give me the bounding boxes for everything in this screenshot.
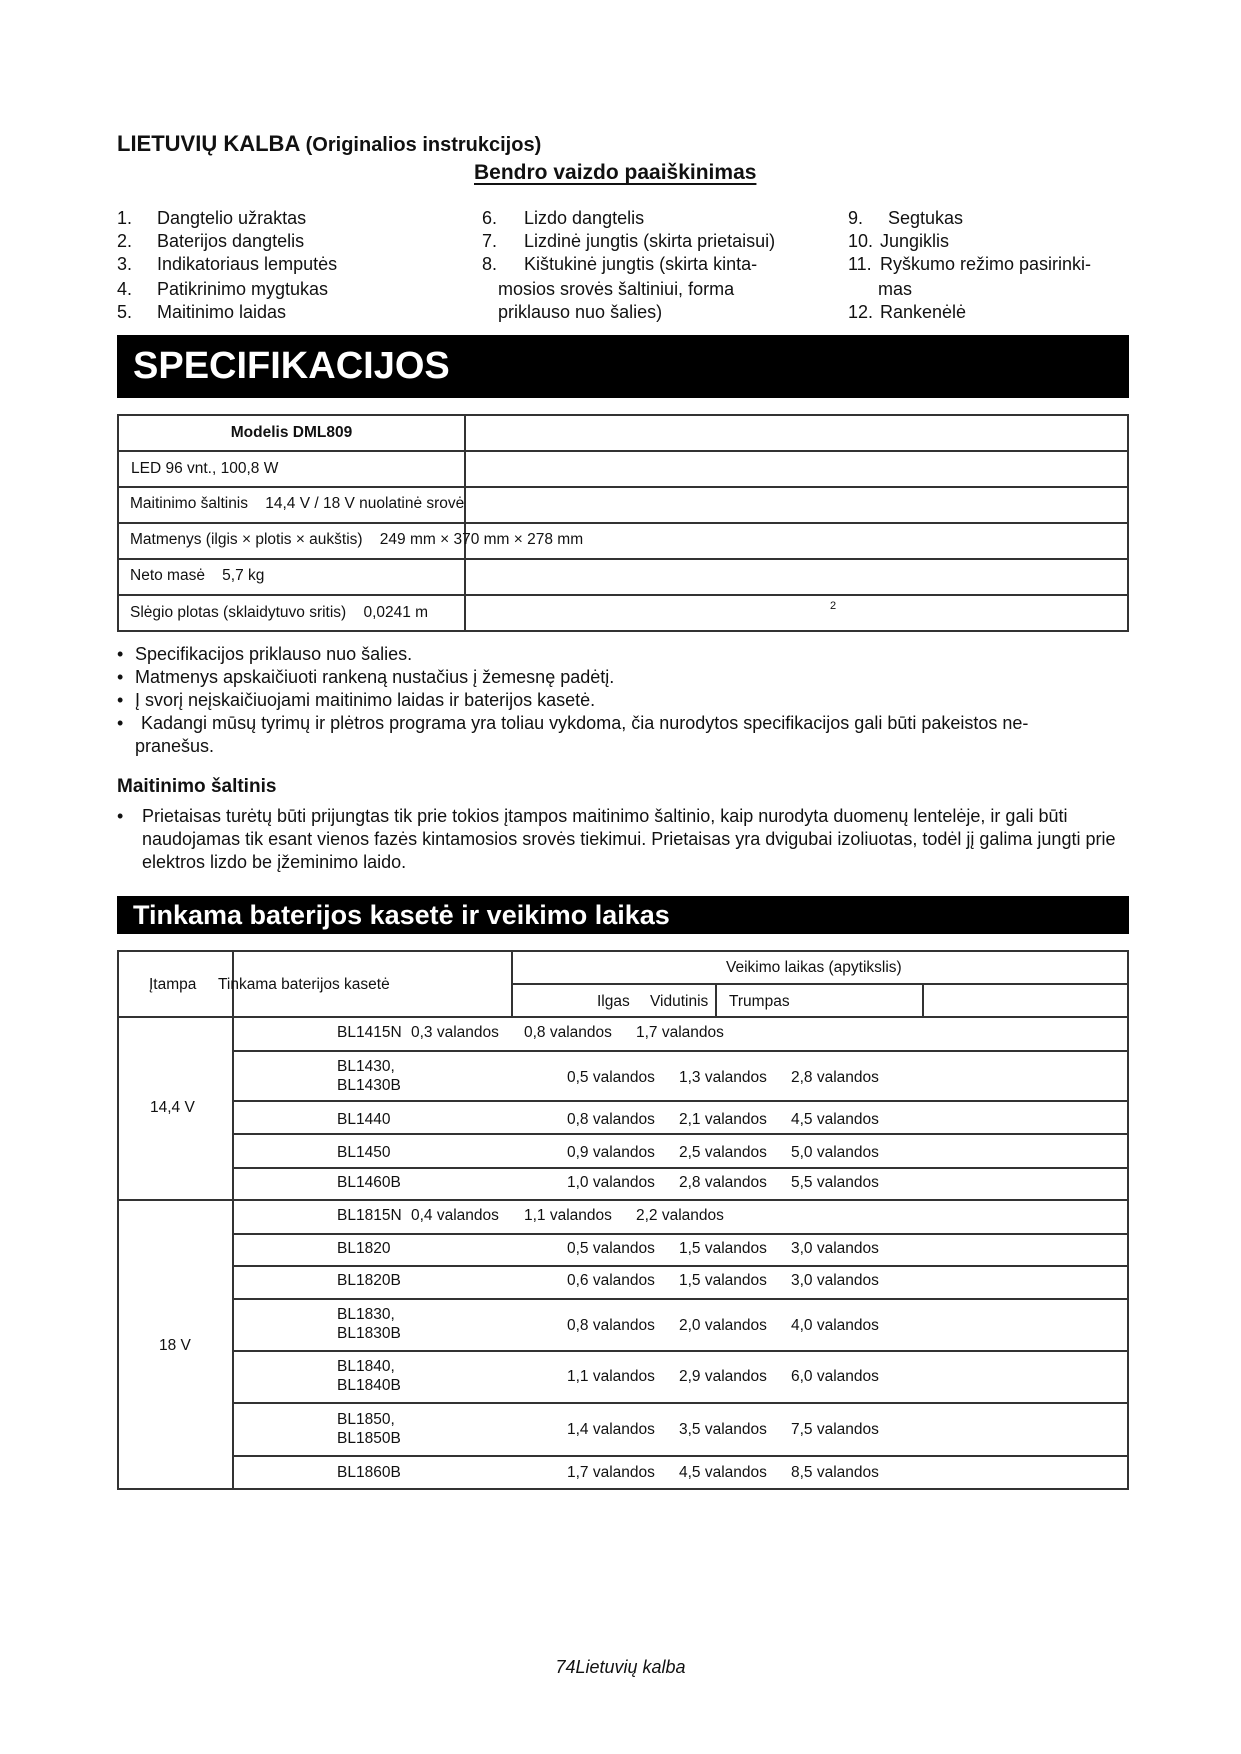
runtime-medium: 2,0 valandos xyxy=(679,1317,767,1334)
runtime-long: 0,8 valandos xyxy=(567,1317,655,1334)
language-title-text: LIETUVIŲ KALBA xyxy=(117,131,300,156)
item-number: 12. xyxy=(848,302,874,322)
battery-banner-text: Tinkama baterijos kasetė ir veikimo laikas xyxy=(133,899,670,930)
note-text: Į svorį neįskaičiuojami maitinimo laidas ir baterijos kasetė. xyxy=(135,690,596,710)
item-label: Baterijos dangtelis xyxy=(157,231,305,251)
overview-item xyxy=(482,253,775,278)
battery-model: BL1860B xyxy=(337,1464,401,1481)
battery-model: BL1450 xyxy=(337,1144,391,1161)
overview-item xyxy=(848,207,1091,230)
runtime-medium: 0,8 valandos xyxy=(524,1024,612,1041)
item-number: 1. xyxy=(117,208,133,228)
language-subtitle: (Originalios instrukcijos) xyxy=(305,134,542,156)
runtime-long: 0,4 valandos xyxy=(411,1207,499,1224)
runtime-medium: 1,5 valandos xyxy=(679,1272,767,1289)
header-short: Trumpas xyxy=(729,993,790,1010)
power-source-paragraph xyxy=(117,805,1129,874)
runtime-long: 1,4 valandos xyxy=(567,1421,655,1438)
item-continuation: priklauso nuo šalies) xyxy=(498,302,663,322)
item-number: 10. xyxy=(848,231,874,251)
item-number: 4. xyxy=(117,279,133,299)
runtime-short: 2,8 valandos xyxy=(791,1069,879,1086)
runtime-medium: 2,5 valandos xyxy=(679,1144,767,1161)
note-text: Specifikacijos priklauso nuo šalies. xyxy=(135,644,413,664)
runtime-long: 0,5 valandos xyxy=(567,1240,655,1257)
overview-item xyxy=(848,253,1091,278)
battery-model: BL1440 xyxy=(337,1111,391,1128)
item-label: Dangtelio užraktas xyxy=(157,208,307,228)
item-number: 5. xyxy=(117,302,133,322)
item-number: 6. xyxy=(482,208,498,228)
overview-item xyxy=(117,278,337,301)
runtime-medium: 3,5 valandos xyxy=(679,1421,767,1438)
item-number: 8. xyxy=(482,254,498,274)
runtime-short: 5,5 valandos xyxy=(791,1174,879,1191)
spec-empty-cell xyxy=(464,558,1129,596)
overview-column-3 xyxy=(848,207,1091,324)
runtime-short: 8,5 valandos xyxy=(791,1464,879,1481)
overview-column-1 xyxy=(117,207,337,324)
note-item xyxy=(117,712,1129,735)
spec-row-text: LED 96 vnt., 100,8 W xyxy=(131,460,279,477)
spec-empty-cell xyxy=(464,486,1129,524)
voltage-18: 18 V xyxy=(159,1337,191,1354)
item-number: 11. xyxy=(848,254,872,274)
overview-item xyxy=(117,207,337,230)
specifications-banner-text: SPECIFIKACIJOS xyxy=(133,345,450,387)
runtime-short: 7,5 valandos xyxy=(791,1421,879,1438)
item-number: 3. xyxy=(117,254,133,274)
spec-notes xyxy=(117,643,1129,758)
page-number: 74 xyxy=(555,1657,576,1677)
spec-model-cell xyxy=(117,414,466,452)
bullet: • xyxy=(117,667,124,687)
note-item xyxy=(117,689,1129,712)
item-label: Segtukas xyxy=(888,208,964,228)
note-text: Kadangi mūsų tyrimų ir plėtros programa yra toliau vykdoma, čia nurodytos specifikacijos gali būti pakeistos ne- xyxy=(141,713,1029,733)
bullet: • xyxy=(117,806,124,826)
overview-item xyxy=(482,230,775,253)
battery-model: BL1430, BL1430B xyxy=(337,1058,401,1094)
runtime-short: 3,0 valandos xyxy=(791,1240,879,1257)
battery-banner xyxy=(117,896,1129,934)
spec-empty-cell xyxy=(464,594,1129,632)
item-label: Lizdinė jungtis (skirta prietaisui) xyxy=(524,231,776,251)
runtime-long: 0,8 valandos xyxy=(567,1111,655,1128)
spec-row-text: Matmenys (ilgis × plotis × aukštis) 249 mm × 370 mm × 278 mm xyxy=(130,531,584,548)
runtime-short: 4,0 valandos xyxy=(791,1317,879,1334)
battery-model: BL1815N xyxy=(337,1207,402,1224)
runtime-long: 1,0 valandos xyxy=(567,1174,655,1191)
specifications-banner xyxy=(117,335,1129,398)
runtime-short: 4,5 valandos xyxy=(791,1111,879,1128)
runtime-long: 0,3 valandos xyxy=(411,1024,499,1041)
runtime-medium: 2,1 valandos xyxy=(679,1111,767,1128)
battery-model: BL1820 xyxy=(337,1240,391,1257)
overview-item xyxy=(848,301,1091,324)
bullet: • xyxy=(117,690,124,710)
item-continuation: mas xyxy=(878,279,913,299)
spec-row-text: Slėgio plotas (sklaidytuvo sritis) 0,0241 m xyxy=(130,604,429,621)
runtime-long: 1,1 valandos xyxy=(567,1368,655,1385)
footer-label: Lietuvių kalba xyxy=(575,1657,686,1677)
language-title xyxy=(117,131,541,157)
header-voltage: Įtampa xyxy=(149,976,197,993)
note-item xyxy=(117,666,1129,689)
runtime-short: 2,2 valandos xyxy=(636,1207,724,1224)
bullet: • xyxy=(117,644,124,664)
power-source-heading: Maitinimo šaltinis xyxy=(117,776,277,797)
runtime-long: 1,7 valandos xyxy=(567,1464,655,1481)
header-medium: Vidutinis xyxy=(650,993,709,1010)
bullet: • xyxy=(117,713,124,733)
header-cartridge: Tinkama baterijos kasetė xyxy=(218,976,390,993)
item-label: Jungiklis xyxy=(880,231,950,251)
spec-row-text: Neto masė 5,7 kg xyxy=(130,567,265,584)
runtime-medium: 4,5 valandos xyxy=(679,1464,767,1481)
runtime-medium: 1,1 valandos xyxy=(524,1207,612,1224)
item-label: Ryškumo režimo pasirinki- xyxy=(880,254,1092,274)
runtime-short: 1,7 valandos xyxy=(636,1024,724,1041)
battery-model: BL1850, BL1850B xyxy=(337,1411,401,1447)
header-runtime: Veikimo laikas (apytikslis) xyxy=(726,959,902,976)
spec-empty-cell xyxy=(464,450,1129,488)
power-source-text: Prietaisas turėtų būti prijungtas tik prie tokios įtampos maitinimo šaltinio, kaip nurodyta duomenų lentelėje, ir gali būti naudojamas tik esant vienos fazės kintamosios srovės tiekimui. Prietaisas yra dvigubai izoliuotas, todėl jį galima jungti prie elektros lizdo be įžeminimo laido. xyxy=(142,806,1116,872)
note-continuation: pranešus. xyxy=(135,736,215,756)
spec-empty-cell xyxy=(464,414,1129,452)
note-text: Matmenys apskaičiuoti rankeną nustačius į žemesnę padėtį. xyxy=(135,667,615,687)
header-long: Ilgas xyxy=(597,993,630,1010)
runtime-short: 5,0 valandos xyxy=(791,1144,879,1161)
note-item xyxy=(117,643,1129,666)
overview-item xyxy=(117,301,337,324)
battery-model: BL1840, BL1840B xyxy=(337,1358,401,1394)
runtime-long: 0,6 valandos xyxy=(567,1272,655,1289)
overview-title: Bendro vaizdo paaiškinimas xyxy=(474,161,757,184)
item-label: Rankenėlė xyxy=(880,302,967,322)
spec-row xyxy=(117,450,466,488)
runtime-short: 3,0 valandos xyxy=(791,1272,879,1289)
battery-model: BL1830, BL1830B xyxy=(337,1306,401,1342)
overview-item xyxy=(848,230,1091,253)
item-label: Kištukinė jungtis (skirta kinta- xyxy=(524,254,758,274)
page-footer xyxy=(0,1657,1241,1678)
item-label: Indikatoriaus lemputės xyxy=(157,254,338,274)
runtime-medium: 2,8 valandos xyxy=(679,1174,767,1191)
item-label: Patikrinimo mygtukas xyxy=(157,279,329,299)
item-number: 7. xyxy=(482,231,498,251)
spec-model: Modelis DML809 xyxy=(230,424,353,441)
spec-superscript: 2 xyxy=(830,600,837,612)
runtime-medium: 2,9 valandos xyxy=(679,1368,767,1385)
item-label: Maitinimo laidas xyxy=(157,302,287,322)
runtime-short: 6,0 valandos xyxy=(791,1368,879,1385)
overview-item xyxy=(117,230,337,253)
battery-model: BL1415N xyxy=(337,1024,402,1041)
overview-item xyxy=(117,253,337,278)
item-number: 9. xyxy=(848,208,864,228)
runtime-long: 0,5 valandos xyxy=(567,1069,655,1086)
item-continuation: mosios srovės šaltiniui, forma xyxy=(498,279,735,299)
item-label: Lizdo dangtelis xyxy=(524,208,645,228)
overview-column-2 xyxy=(482,207,775,324)
runtime-long: 0,9 valandos xyxy=(567,1144,655,1161)
battery-model: BL1460B xyxy=(337,1174,401,1191)
runtime-medium: 1,3 valandos xyxy=(679,1069,767,1086)
item-number: 2. xyxy=(117,231,133,251)
runtime-medium: 1,5 valandos xyxy=(679,1240,767,1257)
spec-row-text: Maitinimo šaltinis 14,4 V / 18 V nuolatinė srovė xyxy=(130,495,465,512)
voltage-14-4: 14,4 V xyxy=(150,1099,195,1116)
overview-item xyxy=(482,207,775,230)
battery-model: BL1820B xyxy=(337,1272,401,1289)
